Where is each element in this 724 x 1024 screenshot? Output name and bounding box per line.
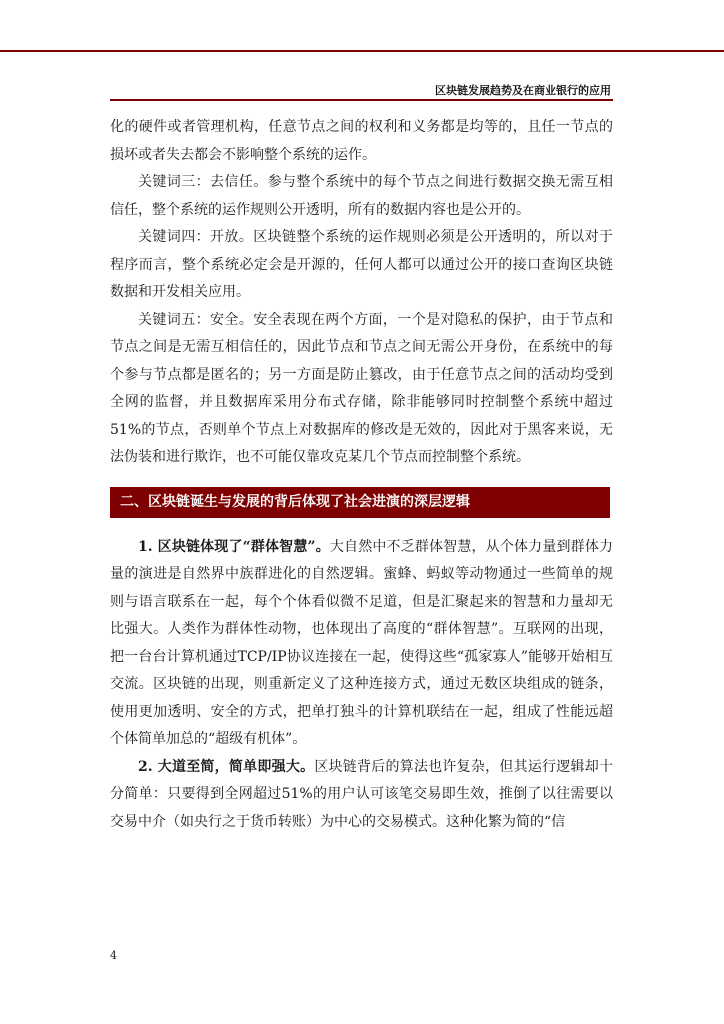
- paragraph: 关键词三：去信任。参与整个系统中的每个节点之间进行数据交换无需互相信任，整个系统的运作规则公开透明，所有的数据内容也是公开的。: [110, 174, 613, 218]
- paragraph: 化的硬件或者管理机构，任意节点之间的权利和义务都是均等的，且任一节点的损坏或者失去都会不影响整个系统的运作。: [110, 119, 613, 163]
- paragraph: 关键词五：安全。安全表现在两个方面，一个是对隐私的保护，由于节点和节点之间是无需互相信任的，因此节点和节点之间无需公开身份，在系统中的每个参与节点都是匿名的；另一方面是防止篡改，由于任意节点之间的活动均受到全网的监督，并且数据库采用分布式存储，除非能够同时控制整个系统中超过51%的节点，否则单个节点上对数据库的修改是无效的，因此对于黑客来说，无法伪装和进行欺诈，也不可能仅靠攻克某几个节点而控制整个系统。: [110, 311, 613, 465]
- page-number: 4: [110, 949, 117, 962]
- paragraph: 关键词四：开放。区块链整个系统的运作规则必须是公开透明的，所以对于程序而言，整个系统必定会是开源的，任何人都可以通过公开的接口查询区块链数据和开发相关应用。: [110, 229, 613, 300]
- header-rule: [110, 99, 613, 101]
- paragraph-lead: 1. 区块链体现了“群体智慧”。: [138, 538, 330, 555]
- top-rule: [0, 50, 724, 52]
- paragraph-lead: 2. 大道至简，简单即强大。: [138, 758, 315, 775]
- paragraph: 1. 区块链体现了“群体智慧”。大自然中不乏群体智慧，从个体力量到群体力量的演进是自然界中族群进化的自然逻辑。蜜蜂、蚂蚁等动物通过一些简单的规则与语言联系在一起，每个个体看似微不足道，但是汇聚起来的智慧和力量却无比强大。人类作为群体性动物，也体现出了高度的“群体智慧”。互联网的出现，把一台台计算机通过TCP/IP协议连接在一起，使得这些“孤家寡人”能够开始相互交流。区块链的出现，则重新定义了这种连接方式，通过无数区块组成的链条，使用更加透明、安全的方式，把单打独斗的计算机联结在一起，组成了性能远超个体简单加总的“超级有机体”。: [110, 538, 613, 747]
- section-heading: 二、区块链诞生与发展的背后体现了社会进演的深层逻辑: [110, 487, 610, 518]
- paragraph: 2. 大道至简，简单即强大。区块链背后的算法也许复杂，但其运行逻辑却十分简单：只要得到全网超过51%的用户认可该笔交易即生效，推倒了以往需要以交易中介（如央行之于货币转账）为中心的交易模式。这种化繁为简的“信: [110, 758, 613, 830]
- page-body: [110, 114, 613, 836]
- running-header: 区块链发展趋势及在商业银行的应用: [435, 84, 611, 97]
